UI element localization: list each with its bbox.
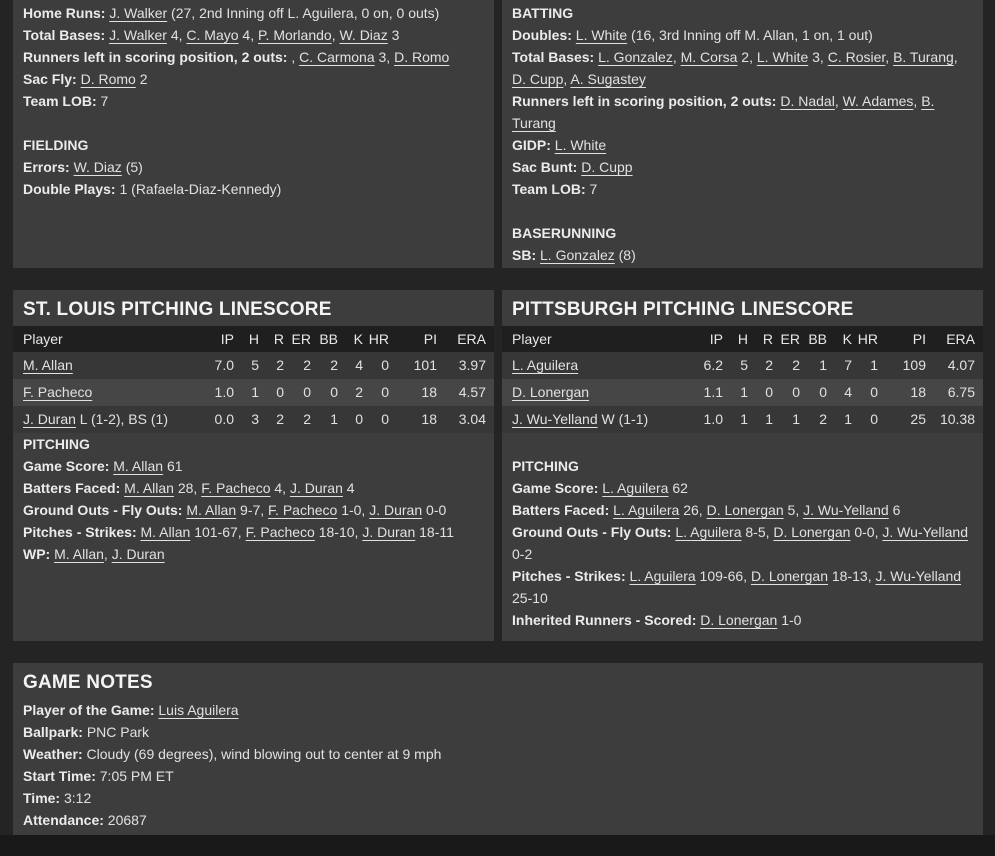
column-header: HR — [363, 326, 389, 352]
stat-cell: 2 — [276, 411, 284, 427]
player-link[interactable]: D. Lonergan — [773, 524, 851, 540]
stat-line: Total Bases: L. Gonzalez, M. Corsa 2, L. White 3, C. Rosier, B. Turang, D. Cupp, A. Sugastey — [512, 49, 958, 87]
stat-label: Game Score: — [512, 480, 599, 496]
player-link[interactable]: F. Pacheco — [23, 384, 93, 400]
stat-line: Home Runs: J. Walker (27, 2nd Inning off L. Aguilera, 0 on, 0 outs) — [23, 5, 440, 21]
player-link[interactable]: J. Duran — [362, 524, 416, 540]
stat-label: GIDP: — [512, 137, 551, 153]
column-header: BB — [311, 326, 338, 352]
player-link[interactable]: J. Wu-Yelland — [875, 568, 962, 584]
stat-cell: 3.04 — [458, 411, 486, 427]
column-header: K — [827, 326, 852, 352]
player-link[interactable]: Luis Aguilera — [158, 702, 239, 718]
blank-line — [512, 200, 973, 222]
player-link[interactable]: M. Allan — [54, 546, 104, 562]
stat-label: Total Bases: — [512, 49, 595, 65]
stat-cell: 0 — [870, 411, 878, 427]
stat-label: Home Runs: — [23, 5, 106, 21]
player-link[interactable]: C. Mayo — [186, 27, 239, 43]
stat-label: Pitches - Strikes: — [512, 568, 626, 584]
stat-cell: 1 — [330, 411, 338, 427]
stat-label: Time: — [23, 790, 61, 806]
panel-game-notes — [13, 663, 983, 835]
pit-batting-baserunning-lines — [512, 2, 973, 266]
player-link[interactable]: P. Morlando — [258, 27, 332, 43]
stat-cell: 25 — [910, 411, 926, 427]
stat-cell: 1 — [792, 411, 800, 427]
stat-cell: 1.0 — [703, 411, 723, 427]
column-header: R — [748, 326, 773, 352]
stat-label: Sac Fly: — [23, 71, 77, 87]
stat-cell: 2 — [303, 411, 311, 427]
stat-cell: 1.0 — [214, 384, 234, 400]
stat-line: Double Plays: 1 (Rafaela-Diaz-Kennedy) — [23, 181, 282, 197]
stat-label: Doubles: — [512, 27, 572, 43]
stat-cell: 3 — [251, 411, 259, 427]
player-link[interactable]: M. Allan — [140, 524, 191, 540]
column-header: ERA — [437, 326, 494, 352]
stat-line: Game Score: L. Aguilera 62 — [512, 480, 688, 496]
table-row — [13, 406, 494, 433]
player-link[interactable]: D. Romo — [80, 71, 136, 87]
stat-line: Team LOB: 7 — [23, 93, 109, 109]
pit-pitching-title: PITTSBURGH PITCHING LINESCORE — [512, 299, 854, 320]
stat-cell: 2 — [276, 357, 284, 373]
stat-cell: 18 — [910, 384, 926, 400]
stat-cell: 1 — [819, 357, 827, 373]
player-link[interactable]: F. Pacheco — [201, 480, 271, 496]
stat-cell: 0 — [330, 384, 338, 400]
stat-cell: 5 — [740, 357, 748, 373]
stat-cell: 7 — [844, 357, 852, 373]
stat-cell: 0 — [870, 384, 878, 400]
pit-pitching-linescore-table — [502, 326, 983, 433]
player-link[interactable]: L. White — [554, 137, 607, 153]
stat-line — [23, 699, 973, 721]
page-footer-strip — [0, 835, 995, 856]
player-cell: J. Wu-Yelland W (1-1) — [512, 411, 649, 427]
stat-label: Attendance: — [23, 812, 104, 828]
player-link[interactable]: D. Lonergan — [512, 384, 590, 400]
panel-stl-pitching-linescore — [13, 290, 494, 641]
stat-line — [512, 156, 973, 178]
stat-label: Errors: — [23, 159, 70, 175]
column-header: ER — [773, 326, 800, 352]
player-link[interactable]: M. Allan — [124, 480, 174, 496]
stat-label: Runners left in scoring position, 2 outs: — [23, 49, 288, 65]
player-link[interactable]: D. Cupp — [512, 71, 564, 87]
stat-cell: 6.75 — [947, 384, 975, 400]
player-link[interactable]: L. Aguilera — [675, 524, 742, 540]
table-row — [13, 379, 494, 406]
player-link[interactable]: L. Aguilera — [602, 480, 669, 496]
stat-cell: 4.57 — [458, 384, 486, 400]
stat-cell: 0 — [819, 384, 827, 400]
player-link[interactable]: D. Romo — [394, 49, 450, 65]
stat-line: Game Score: M. Allan 61 — [23, 458, 183, 474]
player-link[interactable]: J. Wu-Yelland — [882, 524, 968, 540]
player-link[interactable]: L. Aguilera — [613, 502, 680, 518]
section-header — [23, 134, 484, 156]
stat-label: Inherited Runners - Scored: — [512, 612, 697, 628]
player-link[interactable]: W. Diaz — [73, 159, 122, 175]
player-link[interactable]: L. Gonzalez — [540, 247, 615, 263]
stat-cell: 1 — [844, 411, 852, 427]
stat-cell: 109 — [902, 357, 926, 373]
player-link[interactable]: D. Cupp — [581, 159, 633, 175]
stat-cell: 0 — [381, 357, 389, 373]
pitching-linescore-row — [13, 290, 983, 641]
stat-cell: 0 — [792, 384, 800, 400]
player-link[interactable]: M. Allan — [113, 458, 164, 474]
player-link[interactable]: M. Allan — [23, 357, 73, 373]
column-header: H — [234, 326, 259, 352]
stat-line — [512, 134, 973, 156]
player-link[interactable]: M. Corsa — [680, 49, 738, 65]
stat-cell: 18 — [421, 411, 437, 427]
column-header: K — [338, 326, 363, 352]
stat-line: Runners left in scoring position, 2 outs: D. Nadal, W. Adames, B. Turang — [512, 93, 935, 131]
player-link[interactable]: C. Carmona — [299, 49, 375, 65]
column-header: ER — [284, 326, 311, 352]
stl-pitching-linescore-table — [13, 326, 494, 433]
batting-fielding-row — [13, 0, 983, 268]
stat-cell: 18 — [421, 384, 437, 400]
stat-label: SB: — [512, 247, 537, 263]
player-link[interactable]: D. Nadal — [780, 93, 835, 109]
player-link[interactable]: J. Duran — [289, 480, 343, 496]
panel-stl-batting-fielding — [13, 0, 494, 268]
stat-label: Team LOB: — [23, 93, 97, 109]
player-link[interactable]: L. White — [756, 49, 809, 65]
section-header-label: FIELDING — [23, 137, 89, 153]
section-header — [512, 455, 973, 477]
stat-cell: 0 — [276, 384, 284, 400]
stl-batting-fielding-lines — [23, 2, 484, 200]
player-link[interactable]: L. White — [575, 27, 628, 43]
blank-line — [23, 112, 484, 134]
stat-cell: 4.07 — [947, 357, 975, 373]
stat-line: Ballpark: PNC Park — [23, 724, 150, 740]
stat-cell: 2 — [765, 357, 773, 373]
stat-line: Sac Fly: D. Romo 2 — [23, 71, 148, 87]
column-header: PI — [389, 326, 437, 352]
player-link[interactable]: L. Gonzalez — [598, 49, 673, 65]
player-link[interactable]: W. Diaz — [339, 27, 388, 43]
table-row — [13, 352, 494, 379]
stat-label: Weather: — [23, 746, 83, 762]
table-row — [502, 406, 983, 433]
stat-label: Batters Faced: — [512, 502, 610, 518]
stat-cell: 0.0 — [214, 411, 234, 427]
player-link[interactable]: F. Pacheco — [268, 502, 338, 518]
table-header-row — [502, 326, 983, 352]
player-link[interactable]: D. Lonergan — [750, 568, 828, 584]
column-header: R — [259, 326, 284, 352]
section-header-label: PITCHING — [512, 458, 579, 474]
stat-cell: 3.97 — [458, 357, 486, 373]
stat-cell: 7.0 — [214, 357, 234, 373]
stat-cell: 101 — [413, 357, 437, 373]
stat-label: Double Plays: — [23, 181, 116, 197]
stat-line: WP: M. Allan, J. Duran — [23, 546, 165, 562]
player-link[interactable]: M. Allan — [186, 502, 237, 518]
stat-cell: 5 — [251, 357, 259, 373]
column-header: IP — [198, 326, 234, 352]
stat-line: Batters Faced: M. Allan 28, F. Pacheco 4, J. Duran 4 — [23, 480, 355, 496]
stat-line: Start Time: 7:05 PM ET — [23, 768, 174, 784]
player-link[interactable]: L. Aguilera — [629, 568, 696, 584]
stat-label: Start Time: — [23, 768, 96, 784]
player-link[interactable]: B. Turang — [512, 93, 935, 131]
player-link[interactable]: F. Pacheco — [245, 524, 315, 540]
stat-label: Total Bases: — [23, 27, 106, 43]
stat-cell: 2 — [819, 411, 827, 427]
column-header: HR — [852, 326, 878, 352]
stat-label: WP: — [23, 546, 51, 562]
stat-cell: 0 — [355, 411, 363, 427]
stat-label: Ground Outs - Fly Outs: — [512, 524, 672, 540]
stat-cell: 4 — [844, 384, 852, 400]
stat-cell: 0 — [303, 384, 311, 400]
stat-cell: 2 — [792, 357, 800, 373]
stat-cell: 1 — [740, 411, 748, 427]
stat-line: Pitches - Strikes: L. Aguilera 109-66, D. Lonergan 18-13, J. Wu-Yelland 25-10 — [512, 568, 962, 606]
stat-label: Batters Faced: — [23, 480, 121, 496]
stat-cell: 0 — [381, 411, 389, 427]
section-header — [512, 2, 973, 24]
stat-cell: 2 — [303, 357, 311, 373]
stat-line: Weather: Cloudy (69 degrees), wind blowing out to center at 9 mph — [23, 746, 442, 762]
stat-line: Team LOB: 7 — [512, 181, 598, 197]
stat-label: Player of the Game: — [23, 702, 155, 718]
stat-cell: 1 — [765, 411, 773, 427]
player-link[interactable]: J. Wu-Yelland — [803, 502, 889, 518]
stat-line: Doubles: L. White (16, 3rd Inning off M. Allan, 1 on, 1 out) — [512, 27, 873, 43]
stat-line: SB: L. Gonzalez (8) — [512, 247, 636, 263]
stl-pitching-title: ST. LOUIS PITCHING LINESCORE — [23, 299, 332, 320]
player-link[interactable]: L. Aguilera — [512, 357, 579, 373]
stat-line: Batters Faced: L. Aguilera 26, D. Lonergan 5, J. Wu-Yelland 6 — [512, 502, 901, 518]
stat-line: Attendance: 20687 — [23, 812, 147, 828]
column-header: IP — [687, 326, 723, 352]
panel-pit-pitching-linescore — [502, 290, 983, 641]
game-notes-title: GAME NOTES — [23, 672, 153, 693]
player-link[interactable]: J. Walker — [109, 5, 168, 21]
stat-cell: 1 — [740, 384, 748, 400]
column-header: Player — [502, 326, 687, 352]
player-cell — [13, 352, 198, 379]
section-header — [512, 222, 973, 244]
player-link[interactable]: J. Wu-Yelland — [512, 411, 598, 427]
stat-cell: 1 — [870, 357, 878, 373]
player-link[interactable]: D. Lonergan — [706, 502, 784, 518]
stat-line: Inherited Runners - Scored: D. Lonergan 1-0 — [512, 612, 802, 628]
player-link[interactable]: J. Duran — [23, 411, 76, 427]
stat-label: Pitches - Strikes: — [23, 524, 137, 540]
section-header-label: BASERUNNING — [512, 225, 617, 241]
stat-label: Ballpark: — [23, 724, 83, 740]
player-cell — [13, 379, 198, 406]
table-row — [502, 352, 983, 379]
stat-line: Total Bases: J. Walker 4, C. Mayo 4, P. Morlando, W. Diaz 3 — [23, 27, 400, 43]
stat-cell: 1.1 — [703, 384, 723, 400]
stl-pitching-lines — [23, 433, 484, 565]
stat-cell: 1 — [251, 384, 259, 400]
stat-cell: 0 — [381, 384, 389, 400]
stat-line: Runners left in scoring position, 2 outs: , C. Carmona 3, D. Romo — [23, 49, 450, 65]
column-header: ERA — [926, 326, 983, 352]
player-link[interactable]: J. Walker — [109, 27, 167, 43]
stat-cell: 2 — [355, 384, 363, 400]
game-notes-lines — [23, 699, 973, 831]
stat-line: Ground Outs - Fly Outs: M. Allan 9-7, F. Pacheco 1-0, J. Duran 0-0 — [23, 502, 447, 518]
stat-label: Runners left in scoring position, 2 outs: — [512, 93, 777, 109]
player-cell — [502, 379, 687, 406]
blank-line — [512, 433, 973, 455]
player-link[interactable]: D. Lonergan — [700, 612, 778, 628]
section-header-label: PITCHING — [23, 436, 90, 452]
player-cell: J. Duran L (1-2), BS (1) — [23, 411, 168, 427]
stat-label: Sac Bunt: — [512, 159, 578, 175]
player-link[interactable]: J. Duran — [111, 546, 165, 562]
column-header: BB — [800, 326, 827, 352]
stat-line: Errors: W. Diaz (5) — [23, 159, 143, 175]
table-row — [502, 379, 983, 406]
stat-cell: 2 — [330, 357, 338, 373]
player-link[interactable]: C. Rosier — [827, 49, 886, 65]
section-header-label: BATTING — [512, 5, 574, 21]
stat-cell: 10.38 — [939, 411, 975, 427]
player-link[interactable]: J. Duran — [369, 502, 423, 518]
pit-pitching-lines — [512, 433, 973, 631]
stat-label: Game Score: — [23, 458, 110, 474]
section-header — [23, 433, 484, 455]
column-header: PI — [878, 326, 926, 352]
stat-cell: 0 — [765, 384, 773, 400]
stat-label: Ground Outs - Fly Outs: — [23, 502, 183, 518]
player-link[interactable]: W. Adames — [842, 93, 914, 109]
stat-cell: 4 — [355, 357, 363, 373]
stat-line: Time: 3:12 — [23, 790, 92, 806]
stat-label: Team LOB: — [512, 181, 586, 197]
column-header: H — [723, 326, 748, 352]
stat-line: Pitches - Strikes: M. Allan 101-67, F. Pacheco 18-10, J. Duran 18-11 — [23, 524, 454, 540]
stat-line: Ground Outs - Fly Outs: L. Aguilera 8-5, D. Lonergan 0-0, J. Wu-Yelland 0-2 — [512, 524, 968, 562]
panel-pit-batting-baserunning — [502, 0, 983, 268]
player-cell — [502, 352, 687, 379]
table-header-row — [13, 326, 494, 352]
player-link[interactable]: A. Sugastey — [570, 71, 646, 87]
column-header: Player — [13, 326, 198, 352]
stat-cell: 6.2 — [703, 357, 723, 373]
player-link[interactable]: B. Turang — [893, 49, 954, 65]
